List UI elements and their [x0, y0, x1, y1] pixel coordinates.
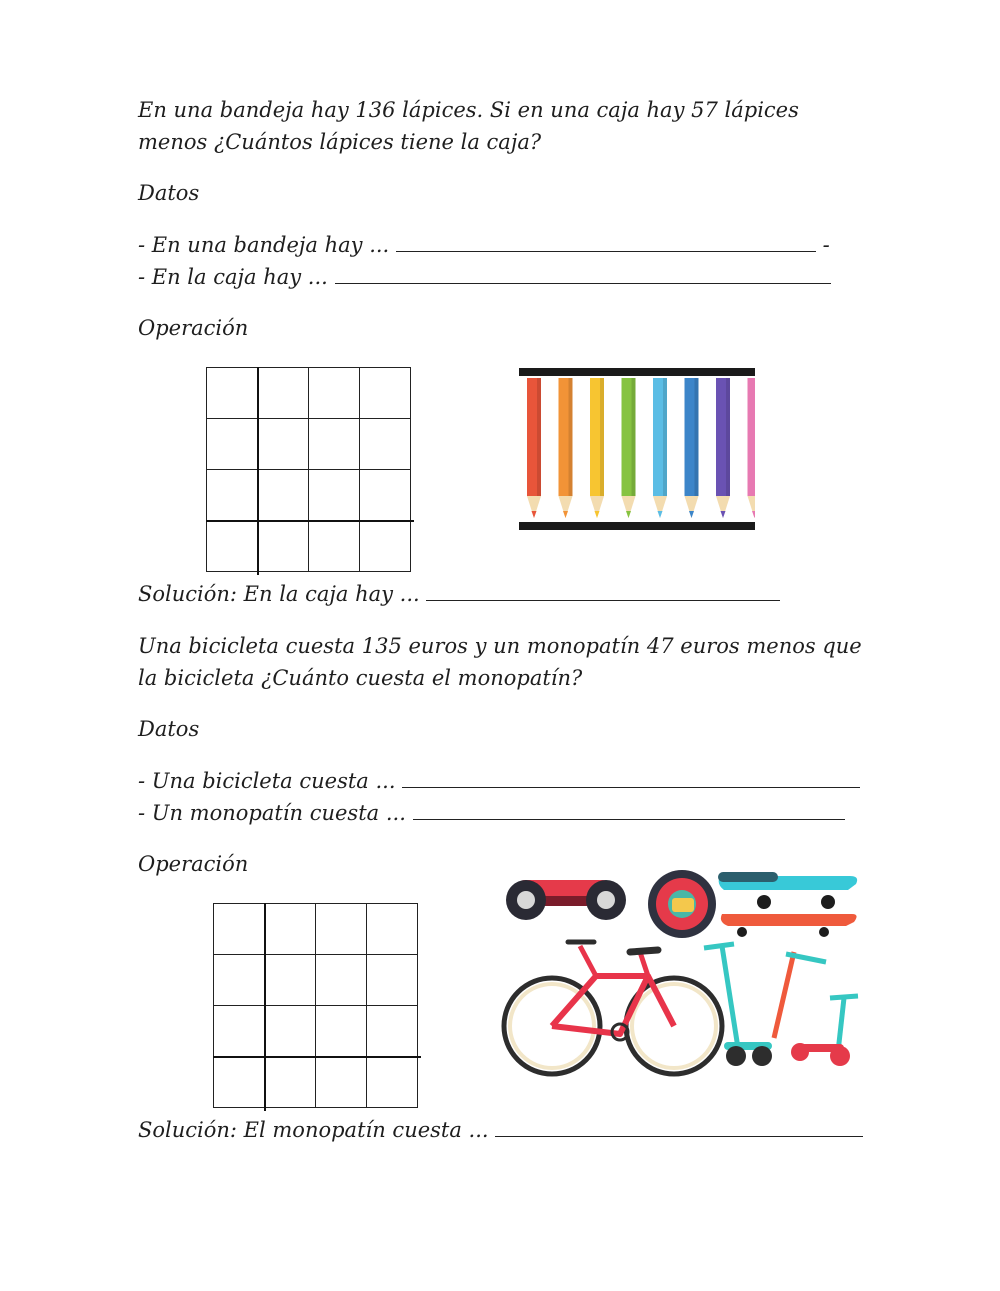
grid-cell[interactable]: [258, 521, 309, 572]
pencil-bar-bottom: [519, 522, 755, 530]
problem2-datos-label: Datos: [138, 717, 200, 741]
grid-cell[interactable]: [309, 470, 360, 521]
problem1-solucion: [138, 578, 780, 610]
pencil-bar-top: [519, 368, 755, 376]
problem1-dato2-label: - En la caja hay ...: [138, 265, 328, 289]
grid-cell[interactable]: [367, 1057, 418, 1108]
grid-cell[interactable]: [360, 470, 411, 521]
problem2-solucion: [138, 1114, 863, 1146]
problem1-datos-label: Datos: [138, 181, 200, 205]
problem1-dato1-answer-line[interactable]: [396, 233, 816, 252]
grid-cell[interactable]: [207, 470, 258, 521]
problem1-operation-grid[interactable]: [206, 367, 411, 572]
problem2-dato2-label: - Un monopatín cuesta ...: [138, 801, 406, 825]
grid-cell[interactable]: [258, 470, 309, 521]
grid-cell[interactable]: [214, 1057, 265, 1108]
problem2-dato1-answer-line[interactable]: [402, 769, 860, 788]
problem1-solucion-answer-line[interactable]: [426, 582, 780, 601]
grid-cell[interactable]: [265, 1057, 316, 1108]
hoverboard-icon: [506, 880, 626, 920]
problem1-dato2: [138, 261, 831, 293]
kick-scooter-icon: [704, 944, 858, 1066]
problem1-dato2-answer-line[interactable]: [335, 265, 831, 284]
grid-cell[interactable]: [265, 904, 316, 955]
pencil-icon: [527, 378, 541, 518]
problem2-operacion-label: Operación: [138, 852, 249, 876]
pencil-icon: [685, 378, 699, 518]
problem2-dato2-answer-line[interactable]: [413, 801, 845, 820]
grid-cell[interactable]: [207, 368, 258, 419]
problem1-solucion-label: Solución: En la caja hay ...: [138, 582, 420, 606]
pencil-icon: [716, 378, 730, 518]
grid-cell[interactable]: [367, 904, 418, 955]
bicycle-icon: [504, 942, 722, 1074]
problem1-operacion-label: Operación: [138, 316, 249, 340]
pencil-icon: [559, 378, 573, 518]
grid-cell[interactable]: [360, 419, 411, 470]
problem2-dato1-label: - Una bicicleta cuesta ...: [138, 769, 396, 793]
grid-cell[interactable]: [214, 904, 265, 955]
grid-thick-divider: [257, 367, 259, 575]
problem2-dato1: [138, 765, 860, 797]
pencil-icon: [653, 378, 667, 518]
grid-cell[interactable]: [360, 368, 411, 419]
bicycle-and-scooters-icon: [498, 862, 866, 1078]
problem2-solucion-label: Solución: El monopatín cuesta ...: [138, 1118, 489, 1142]
problem2-question-line2: la bicicleta ¿Cuánto cuesta el monopatín?: [138, 666, 583, 690]
pencil-icon: [590, 378, 604, 518]
grid-thick-divider: [206, 520, 414, 522]
grid-cell[interactable]: [265, 1006, 316, 1057]
grid-cell[interactable]: [360, 521, 411, 572]
grid-cell[interactable]: [214, 955, 265, 1006]
grid-cell[interactable]: [309, 521, 360, 572]
problem2-solucion-answer-line[interactable]: [495, 1118, 863, 1137]
grid-cell[interactable]: [207, 419, 258, 470]
grid-cell[interactable]: [309, 419, 360, 470]
grid-cell[interactable]: [316, 1006, 367, 1057]
skateboard-icon: [718, 872, 857, 937]
problem2-operation-grid[interactable]: [213, 903, 418, 1108]
grid-cell[interactable]: [316, 904, 367, 955]
problem1-dato1-trailing: -: [822, 233, 830, 257]
pencil-icon: [748, 378, 756, 518]
problem1-dato1-label: - En una bandeja hay ...: [138, 233, 390, 257]
problem2-question-line1: Una bicicleta cuesta 135 euros y un monopatín 47 euros menos que: [138, 634, 862, 658]
grid-cell[interactable]: [258, 419, 309, 470]
grid-cell[interactable]: [367, 1006, 418, 1057]
problem1-dato1: [138, 229, 830, 261]
grid-thick-divider: [213, 1056, 421, 1058]
problem1-question-line2: menos ¿Cuántos lápices tiene la caja?: [138, 130, 542, 154]
problem1-question-line1: En una bandeja hay 136 lápices. Si en una caja hay 57 lápices: [138, 98, 799, 122]
monowheel-icon: [648, 870, 716, 938]
grid-cell[interactable]: [258, 368, 309, 419]
colored-pencils-icon: [519, 368, 755, 530]
grid-cell[interactable]: [316, 1057, 367, 1108]
pencil-icon: [622, 378, 636, 518]
grid-cell[interactable]: [214, 1006, 265, 1057]
grid-thick-divider: [264, 903, 266, 1111]
problem2-dato2: [138, 797, 845, 829]
grid-cell[interactable]: [265, 955, 316, 1006]
grid-cell[interactable]: [316, 955, 367, 1006]
grid-cell[interactable]: [207, 521, 258, 572]
grid-cell[interactable]: [309, 368, 360, 419]
grid-cell[interactable]: [367, 955, 418, 1006]
